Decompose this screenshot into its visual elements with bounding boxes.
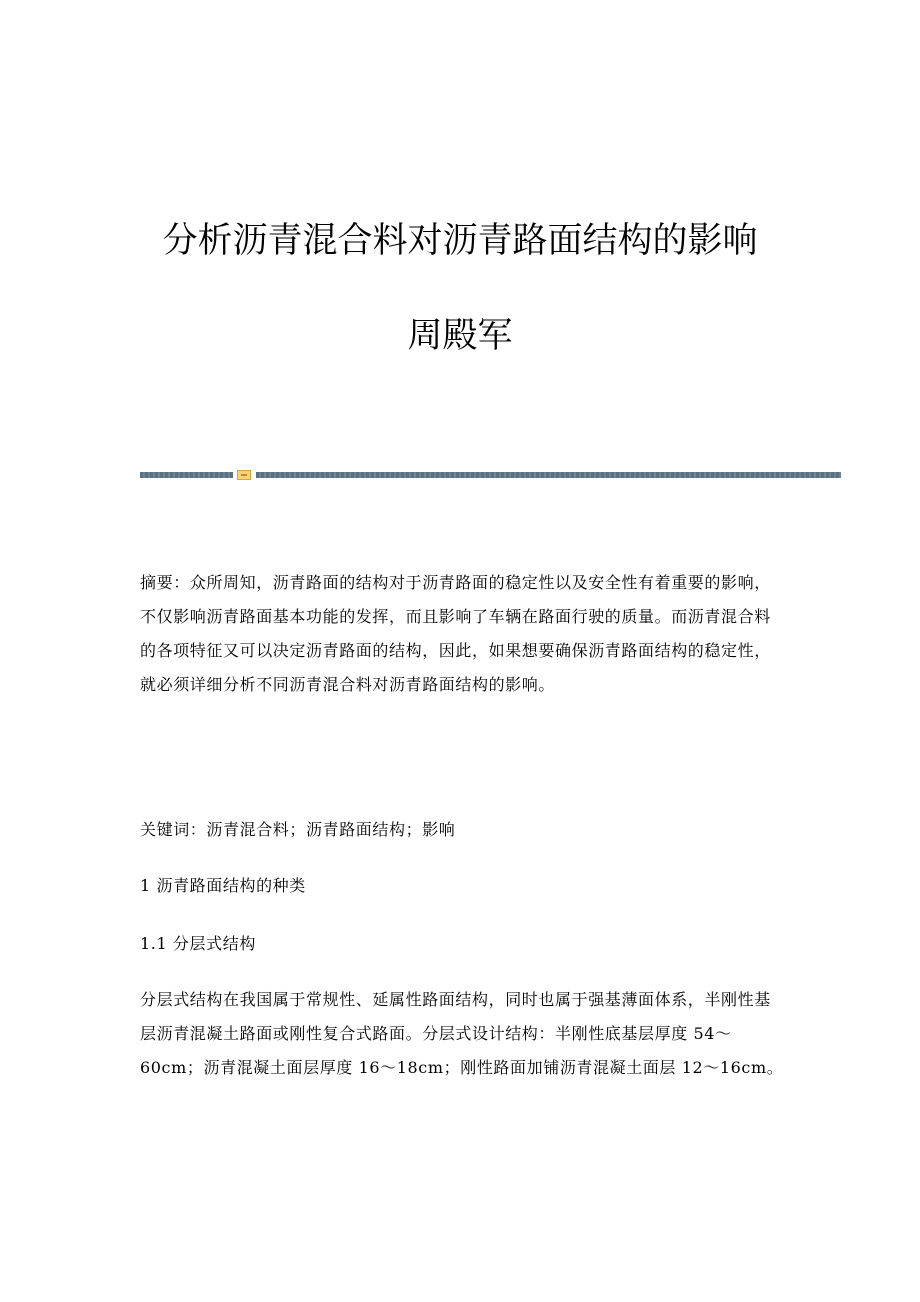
document-title: 分析沥青混合料对沥青路面结构的影响 bbox=[162, 221, 758, 261]
section-heading-1: 1 沥青路面结构的种类 bbox=[140, 876, 306, 895]
divider-bar-left bbox=[140, 472, 233, 478]
document-author: 周殿军 bbox=[407, 316, 513, 356]
divider-bar-right bbox=[256, 472, 841, 478]
divider-ornament-icon bbox=[237, 470, 251, 480]
abstract-paragraph: 摘要：众所周知，沥青路面的结构对于沥青路面的稳定性以及安全性有着重要的影响，不仅影响沥青路面基本功能的发挥，而且影响了车辆在路面行驶的质量。而沥青混合料的各项特征又可以决定沥青路面的结构，因此，如果想要确保沥青路面结构的稳定性，就必须详细分析不同沥青混合料对沥青路面结构的影响。 bbox=[140, 573, 771, 694]
keywords-line: 关键词：沥青混合料；沥青路面结构；影响 bbox=[140, 820, 456, 839]
section-1-1-paragraph: 分层式结构在我国属于常规性、延属性路面结构，同时也属于强基薄面体系，半刚性基层沥青混凝土路面或刚性复合式路面。分层式设计结构：半刚性底基层厚度 54～60cm；沥青混凝土面层厚度 16～18cm；刚性路面加铺沥青混凝土面层 12～16cm。 bbox=[140, 990, 784, 1077]
title-divider bbox=[140, 470, 841, 480]
section-heading-1-1: 1.1 分层式结构 bbox=[140, 934, 256, 953]
